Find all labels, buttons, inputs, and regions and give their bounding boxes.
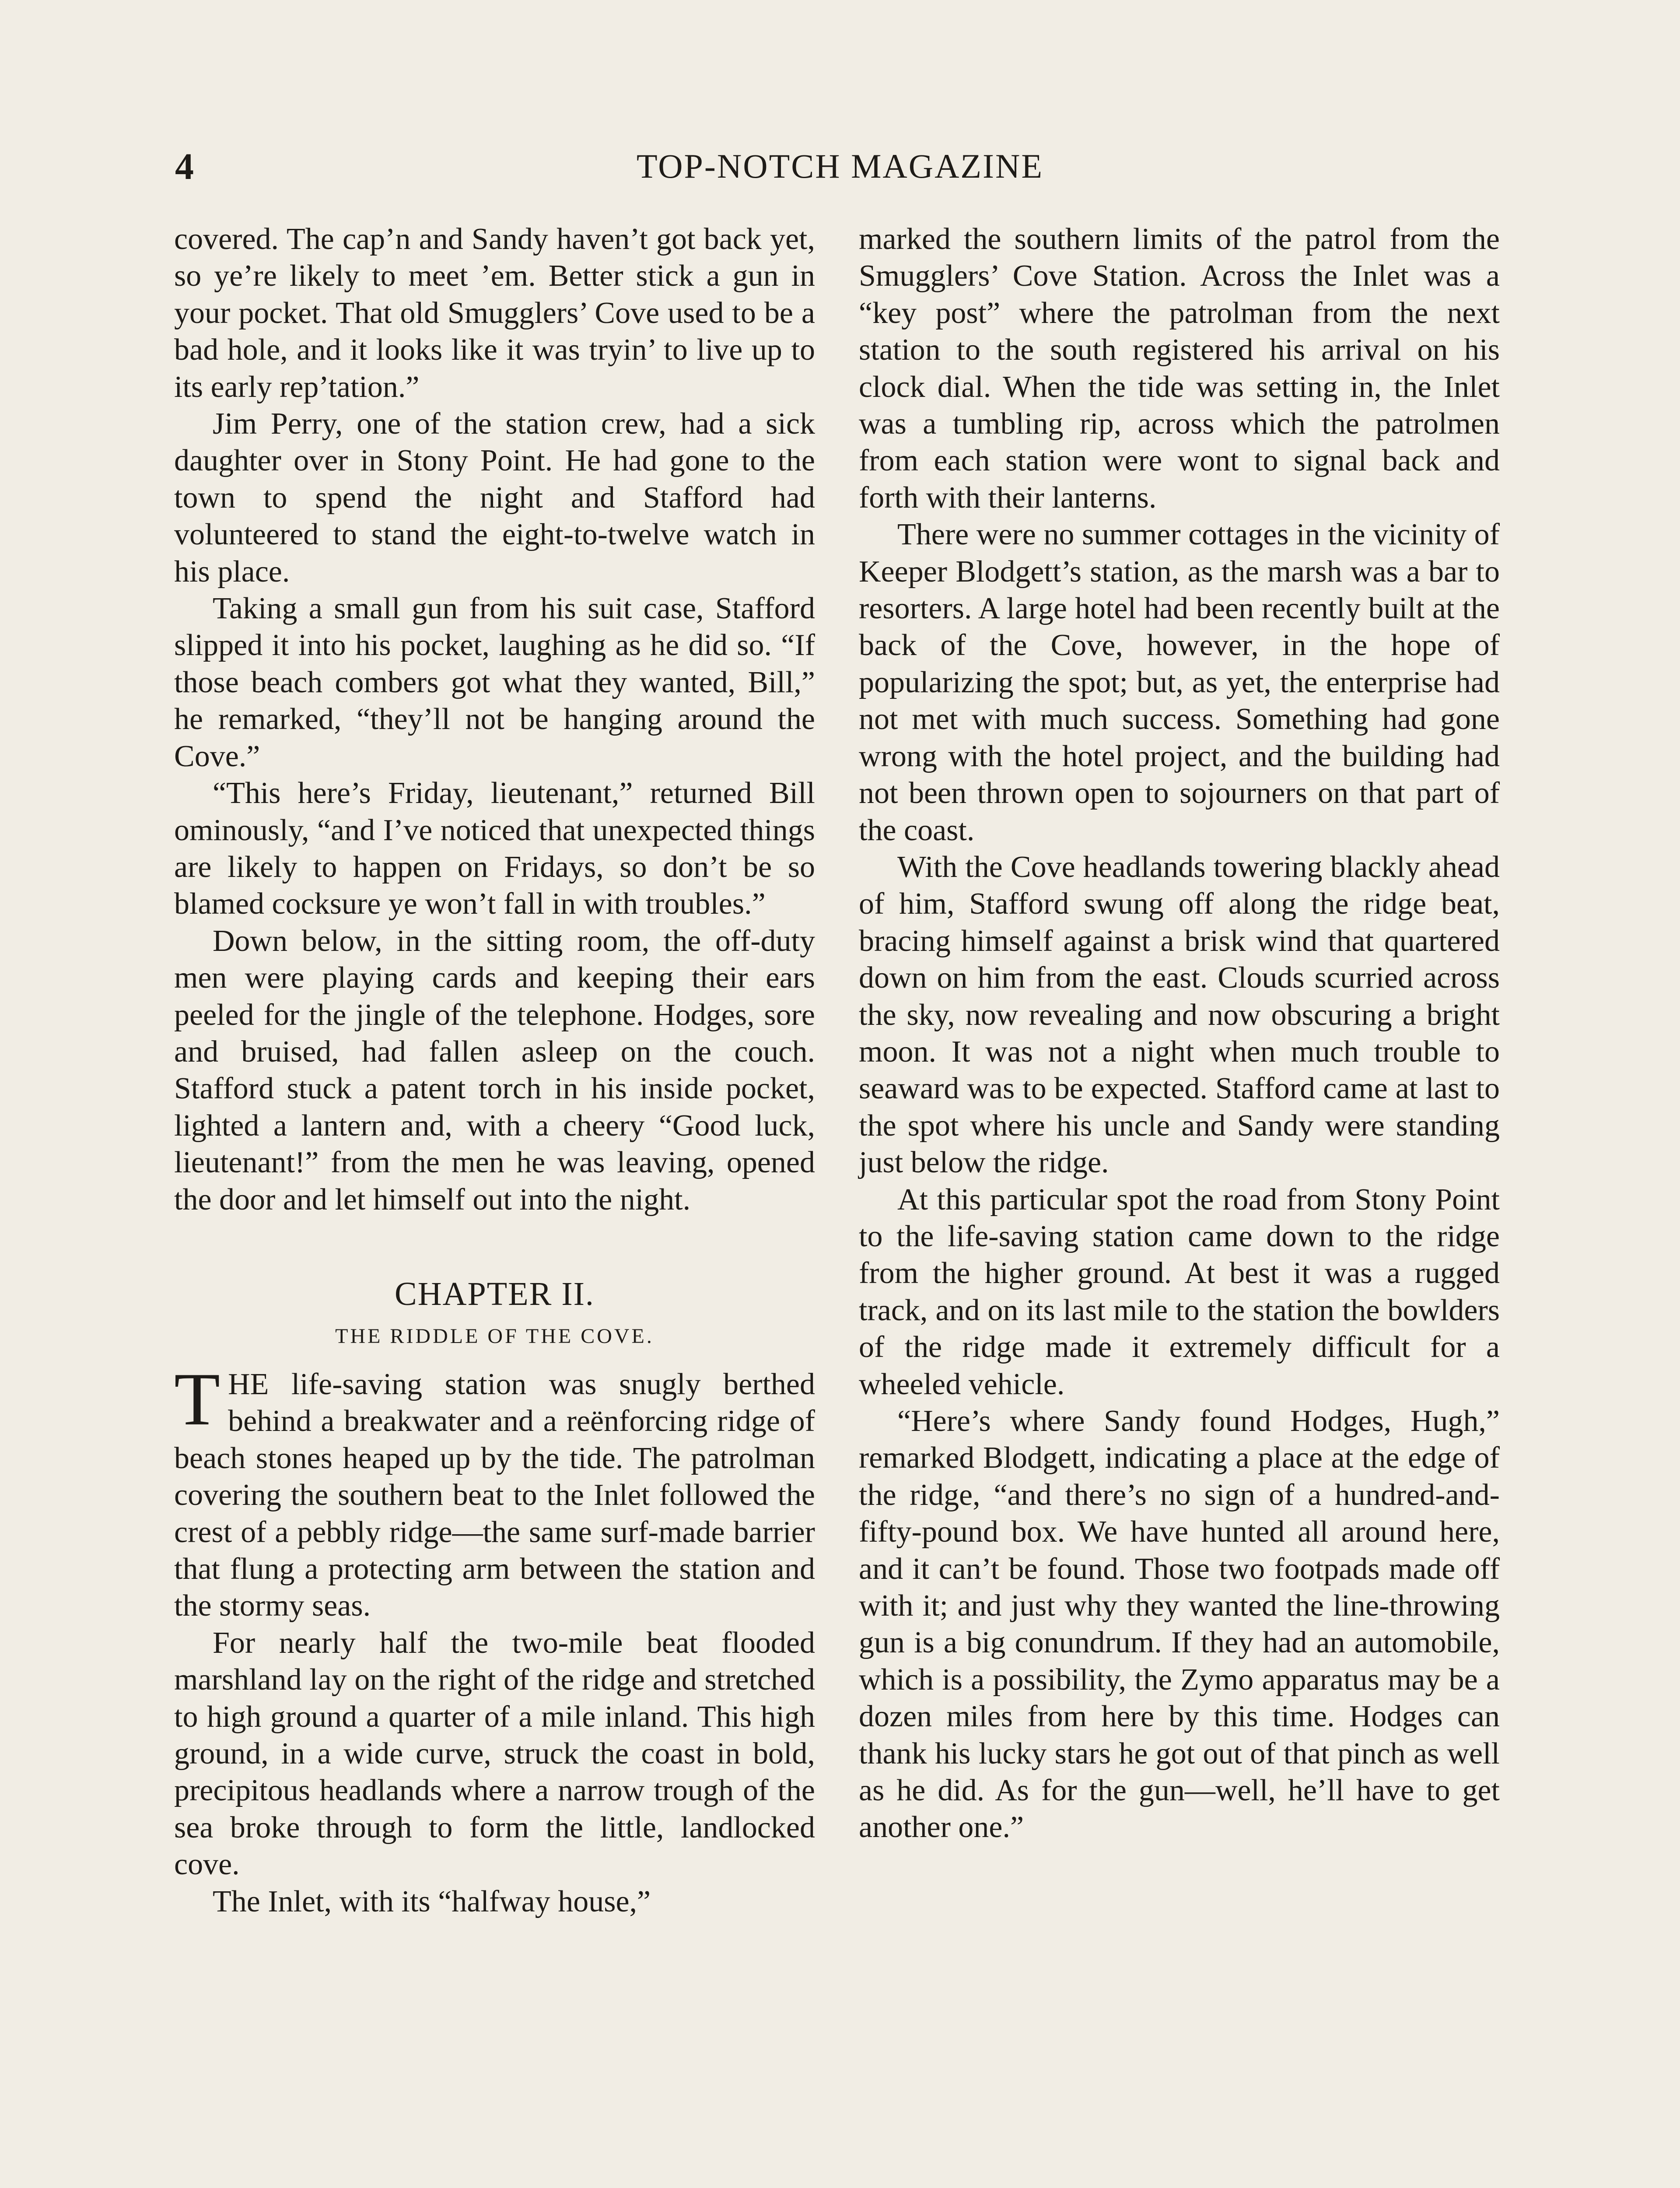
paragraph: “This here’s Friday, lieutenant,” returned Bill ominously, “and I’ve noticed that unexpected things are likely to happen on Fridays, so don’t be so blamed cocksure ye won’t fall in with troubles.” (174, 776, 815, 921)
running-head: TOP-NOTCH MAGAZINE (636, 147, 1043, 185)
paragraph: Taking a small gun from his suit case, Stafford slipped it into his pocket, laughing as he did so. “If those beach combers got what they wanted, Bill,” he remarked, “they’ll not be hanging around the Cove.” (174, 592, 815, 773)
paragraph: covered. The cap’n and Sandy haven’t got back yet, so ye’re likely to meet ’em. Better stick a gun in your pocket. That old Smugglers’ Cove used to be a bad hole, and it looks like it was tryin’ to live up to its early rep’tation.” (174, 222, 815, 404)
chapter-opening-paragraph (174, 1357, 815, 1625)
paragraph: With the Cove headlands towering blackly ahead of him, Stafford swung off along the ridge beat, bracing himself against a brisk wind that quartered down on him from the east. Clouds scurried across the sky, now revealing and now obscuring a bright moon. It was not a night when much trouble to seaward was to be expected. Stafford came at last to the spot where his uncle and Sandy were standing just below the ridge. (859, 850, 1500, 1180)
paragraph: Down below, in the sitting room, the off-duty men were playing cards and keeping their ears peeled for the jingle of the telephone. Hodges, sore and bruised, had fallen asleep on the couch. Stafford stuck a patent torch in his inside pocket, lighted a lantern and, with a cheery “Good luck, lieutenant!” from the men he was leaving, opened the door and let himself out into the night. (174, 924, 815, 1217)
paragraph: At this particular spot the road from Stony Point to the life-saving station came down to the ridge from the higher ground. At best it was a rugged track, and on its last mile to the station the bowlders of the ridge made it extremely difficult for a wheeled vehicle. (859, 1182, 1500, 1401)
drop-cap: T (174, 1357, 220, 1441)
chapter-title: CHAPTER II. (395, 1275, 595, 1312)
paragraph: Jim Perry, one of the station crew, had a sick daughter over in Stony Point. He had gone to the town to spend the night and Stafford had volunteered to stand the eight-to-twelve watch in his place. (174, 407, 815, 589)
paragraph: For nearly half the two-mile beat flooded marshland lay on the right of the ridge and stretched to high ground a quarter of a mile inland. This high ground, in a wide curve, struck the coast in bold, precipitous headlands where a narrow trough of the sea broke through to form the little, landlocked cove. (174, 1626, 815, 1882)
paragraph: marked the southern limits of the patrol from the Smugglers’ Cove Station. Across the Inlet was a “key post” where the patrolman from the next station to the south registered his arrival on his clock dial. When the tide was setting in, the Inlet was a tumbling rip, across which the patrolmen from each station were wont to signal back and forth with their lanterns. (859, 222, 1500, 515)
page-header (175, 144, 1505, 197)
paragraph: “Here’s where Sandy found Hodges, Hugh,” remarked Blodgett, indicating a place at the edge of the ridge, “and there’s no sign of a hundred-and-fifty-pound box. We have hunted all around here, and it can’t be found. Those two footpads made off with it; and just why they wanted the line-throwing gun is a big conundrum. If they had an automobile, which is a possibility, the Zymo apparatus may be a dozen miles from here by this time. Hodges can thank his lucky stars he got out of that pinch as well as he did. As for the gun—well, he’ll have to get another one.” (859, 1404, 1500, 1844)
chapter-opening-text: HE life-saving station was snugly berthed behind a breakwater and a reënforcing ridge of beach stones heaped up by the tide. The patrolman covering the southern beat to the Inlet followed the crest of a pebbly ridge—the same surf-made barrier that flung a protecting arm between the station and the stormy seas. (174, 1367, 815, 1623)
page-number: 4 (175, 145, 194, 187)
left-column (174, 221, 815, 1920)
right-column (859, 221, 1500, 1846)
paragraph: There were no summer cottages in the vicinity of Keeper Blodgett’s station, as the marsh was a bar to resorters. A large hotel had been recently built at the back of the Cove, however, in the hope of popularizing the spot; but, as yet, the enterprise had not met with much success. Something had gone wrong with the hotel project, and the building had not been thrown open to sojourners on that part of the coast. (859, 518, 1500, 847)
paragraph: The Inlet, with its “halfway house,” (213, 1884, 651, 1918)
chapter-subtitle: THE RIDDLE OF THE COVE. (335, 1324, 654, 1348)
